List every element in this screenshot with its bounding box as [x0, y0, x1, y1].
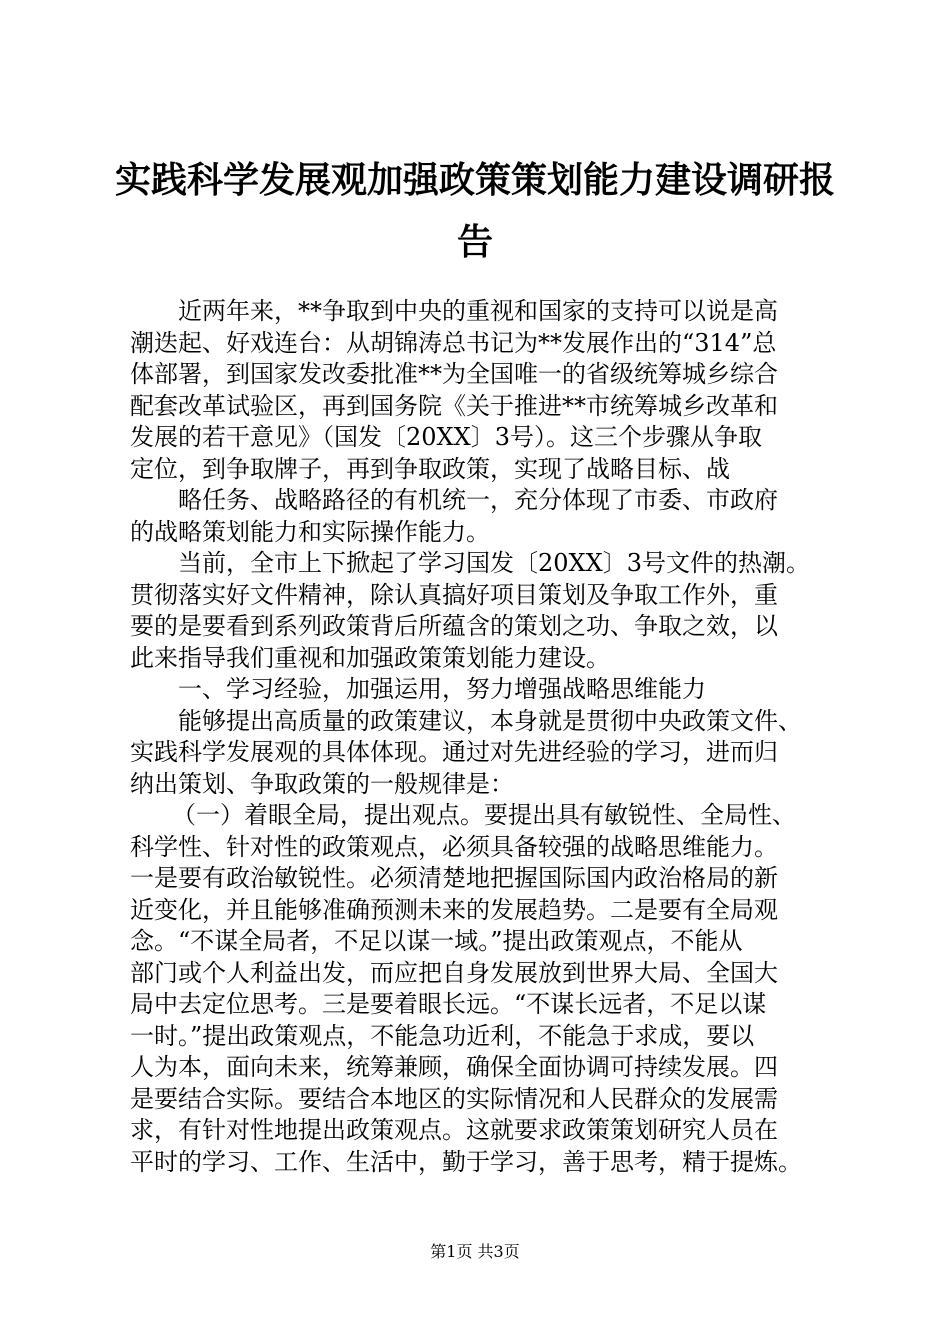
body-line: 求，有针对性地提出政策观点。这就要求政策策划研究人员在 — [130, 1116, 778, 1144]
document-title-line-1: 实践科学发展观加强政策策划能力建设调研报 — [114, 159, 835, 201]
page-number-footer: 第1页 共3页 — [430, 1242, 520, 1261]
subsection-line: （一）着眼全局，提出观点。要提出具有敏锐性、全局性、 — [172, 801, 796, 829]
body-line: 贯彻落实好文件精神，除认真搞好项目策划及争取工作外，重 — [130, 580, 778, 609]
body-line: 局中去定位思考。三是要着眼长远。“不谋长远者，不足以谋 — [130, 990, 767, 1018]
body-line: 部门或个人利益出发，而应把自身发展放到世界大局、全国大 — [130, 958, 778, 987]
body-line: 是要结合实际。要结合本地区的实际情况和人民群众的发展需 — [130, 1084, 778, 1113]
body-line: 一是要有政治敏锐性。必须清楚地把握国际国内政治格局的新 — [130, 864, 778, 892]
body-line: 近两年来，**争取到中央的重视和国家的支持可以说是高 — [178, 297, 778, 325]
body-line: 纳出策划、争取政策的一般规律是： — [130, 769, 514, 798]
body-line: 当前，全市上下掀起了学习国发〔20XX〕3号文件的热潮。 — [178, 549, 810, 577]
body-line: 发展的若干意见》（国发〔20XX〕3号）。这三个步骤从争取 — [130, 423, 762, 451]
body-line: 略任务、战略路径的有机统一，充分体现了市委、市政府 — [178, 486, 778, 514]
body-line: 一时。”提出政策观点，不能急功近利，不能急于求成，要以 — [130, 1021, 755, 1050]
body-line: 能够提出高质量的政策建议，本身就是贯彻中央政策文件、 — [178, 706, 802, 735]
body-line: 的战略策划能力和实际操作能力。 — [130, 517, 490, 546]
document-title-line-2: 告 — [456, 221, 493, 263]
section-heading: 一、学习经验，加强运用，努力增强战略思维能力 — [178, 675, 706, 703]
body-line: 配套改革试验区，再到国务院《关于推进**市统筹城乡改革和 — [130, 391, 778, 420]
body-line: 平时的学习、工作、生活中，勤于学习，善于思考，精于提炼。 — [130, 1147, 802, 1176]
body-line: 念。“不谋全局者，不足以谋一域。”提出政策观点，不能从 — [130, 927, 743, 955]
body-line: 人为本，面向未来，统筹兼顾，确保全面协调可持续发展。四 — [130, 1053, 778, 1081]
body-line: 此来指导我们重视和加强政策策划能力建设。 — [130, 643, 610, 672]
document-body — [130, 296, 835, 1178]
body-line: 体部署，到国家发改委批准**为全国唯一的省级统筹城乡综合 — [130, 360, 778, 388]
body-line: 实践科学发展观的具体体现。通过对先进经验的学习，进而归 — [130, 738, 778, 766]
body-line: 近变化，并且能够准确预测未来的发展趋势。二是要有全局观 — [130, 895, 778, 924]
body-line: 要的是要看到系列政策背后所蕴含的策划之功、争取之效，以 — [130, 612, 778, 640]
body-line: 定位，到争取牌子，再到争取政策，实现了战略目标、战 — [130, 454, 730, 483]
body-line: 潮迭起、好戏连台：从胡锦涛总书记为**发展作出的“314”总 — [130, 328, 777, 357]
body-line: 科学性、针对性的政策观点，必须具备较强的战略思维能力。 — [130, 832, 778, 861]
